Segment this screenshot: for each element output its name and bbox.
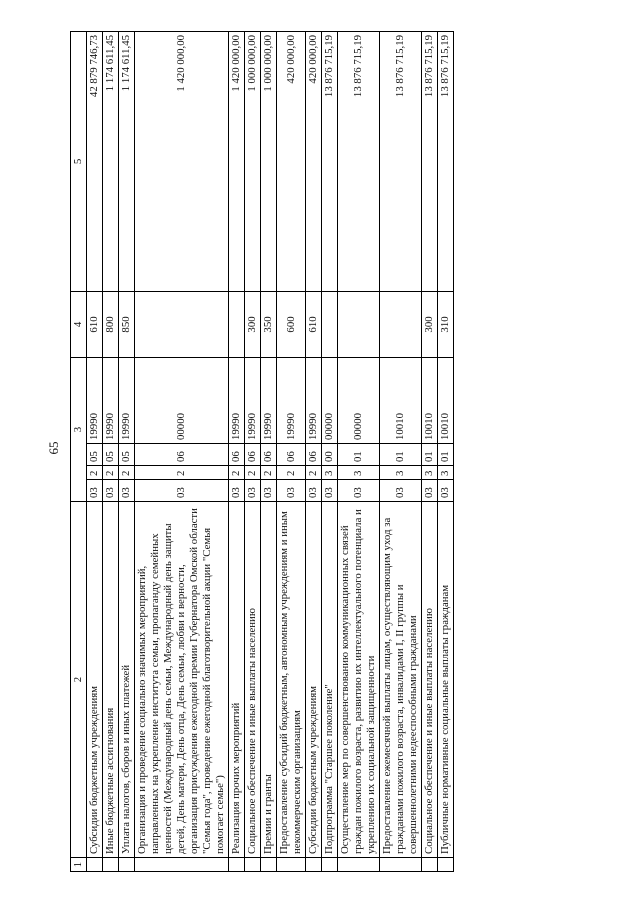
cell-blank — [438, 858, 454, 872]
code-event: 05 — [87, 444, 103, 466]
table-row — [119, 31, 135, 871]
code-program: 03 — [422, 480, 438, 502]
code-direction: 19990 — [87, 357, 103, 443]
code-subprogram: 2 — [261, 466, 277, 480]
code-direction: 19990 — [245, 357, 261, 443]
cell-blank — [422, 858, 438, 872]
cell-blank — [261, 858, 277, 872]
code-subprogram: 3 — [438, 466, 454, 480]
code-direction: 00000 — [322, 357, 338, 443]
amount: 1 174 611,45 — [103, 31, 119, 291]
code-subprogram: 2 — [306, 466, 322, 480]
expense-type-code: 610 — [87, 291, 103, 357]
code-subprogram: 3 — [422, 466, 438, 480]
code-direction: 00000 — [135, 357, 229, 443]
row-description: Социальное обеспечение и иные выплаты населению — [422, 502, 438, 858]
table-row — [277, 31, 306, 871]
code-event: 01 — [422, 444, 438, 466]
table-row — [380, 31, 422, 871]
cell-blank — [245, 858, 261, 872]
cell-blank — [338, 858, 380, 872]
code-direction: 19990 — [277, 357, 306, 443]
row-description: Подпрограмма "Старшее поколение" — [322, 502, 338, 858]
code-program: 03 — [306, 480, 322, 502]
code-event: 05 — [103, 444, 119, 466]
expense-type-code — [135, 291, 229, 357]
table-row — [338, 31, 380, 871]
code-direction: 19990 — [103, 357, 119, 443]
table-row — [322, 31, 338, 871]
code-event: 05 — [119, 444, 135, 466]
amount: 1 000 000,00 — [261, 31, 277, 291]
expense-type-code: 610 — [306, 291, 322, 357]
expense-type-code: 310 — [438, 291, 454, 357]
expense-type-code: 800 — [103, 291, 119, 357]
row-description: Премии и гранты — [261, 502, 277, 858]
header-col-2: 2 — [71, 502, 87, 858]
table-row — [261, 31, 277, 871]
expense-type-code: 600 — [277, 291, 306, 357]
page-number: 65 — [46, 441, 61, 455]
code-subprogram: 2 — [229, 466, 245, 480]
code-subprogram: 2 — [135, 466, 229, 480]
cell-blank — [380, 858, 422, 872]
amount: 1 000 000,00 — [245, 31, 261, 291]
code-subprogram: 3 — [380, 466, 422, 480]
expense-type-code: 850 — [119, 291, 135, 357]
code-direction: 19990 — [119, 357, 135, 443]
amount: 420 000,00 — [306, 31, 322, 291]
code-subprogram: 2 — [119, 466, 135, 480]
amount: 13 876 715,19 — [338, 31, 380, 291]
table-row — [245, 31, 261, 871]
cell-blank — [119, 858, 135, 872]
code-subprogram: 2 — [87, 466, 103, 480]
code-direction: 19990 — [306, 357, 322, 443]
cell-blank — [103, 858, 119, 872]
code-event: 06 — [229, 444, 245, 466]
row-description: Социальное обеспечение и иные выплаты населению — [245, 502, 261, 858]
header-col-3: 3 — [71, 357, 87, 501]
code-subprogram: 3 — [322, 466, 338, 480]
amount: 420 000,00 — [277, 31, 306, 291]
code-event: 01 — [338, 444, 380, 466]
code-subprogram: 2 — [103, 466, 119, 480]
code-program: 03 — [380, 480, 422, 502]
header-row — [71, 31, 87, 871]
table-row — [306, 31, 322, 871]
code-program: 03 — [103, 480, 119, 502]
code-direction: 10010 — [380, 357, 422, 443]
code-program: 03 — [277, 480, 306, 502]
cell-blank — [322, 858, 338, 872]
code-event: 01 — [438, 444, 454, 466]
row-description: Предоставление субсидий бюджетным, автономным учреждениям и иным некоммерческим организациям — [277, 502, 306, 858]
code-event: 06 — [245, 444, 261, 466]
table-row — [422, 31, 438, 871]
amount: 13 876 715,19 — [422, 31, 438, 291]
code-event: 01 — [380, 444, 422, 466]
cell-blank — [87, 858, 103, 872]
code-event: 06 — [277, 444, 306, 466]
expense-type-code: 300 — [422, 291, 438, 357]
expense-type-code: 300 — [245, 291, 261, 357]
amount: 1 420 000,00 — [229, 31, 245, 291]
row-description: Организация и проведение социально значимых мероприятий, направленных на укрепление института семьи, пропаганду семейных ценностей (Международный день семьи, Международный день защиты детей, День матери, День отца, День семьи, любви и верности, организация присуждения ежегодной премии Губернатора Омской области "Семья года", проведение ежегодной благотворительной акции "Семья помогает семье") — [135, 502, 229, 858]
amount: 42 879 746,73 — [87, 31, 103, 291]
row-description: Иные бюджетные ассигнования — [103, 502, 119, 858]
code-direction: 10010 — [438, 357, 454, 443]
table-row — [438, 31, 454, 871]
row-description: Публичные нормативные социальные выплаты гражданам — [438, 502, 454, 858]
code-event: 00 — [322, 444, 338, 466]
expense-type-code — [380, 291, 422, 357]
code-program: 03 — [119, 480, 135, 502]
table-row — [135, 31, 229, 871]
table-row — [103, 31, 119, 871]
code-program: 03 — [87, 480, 103, 502]
code-subprogram: 2 — [245, 466, 261, 480]
amount: 1 174 611,45 — [119, 31, 135, 291]
table-row — [229, 31, 245, 871]
code-direction: 10010 — [422, 357, 438, 443]
cell-blank — [277, 858, 306, 872]
row-description: Субсидии бюджетным учреждениям — [306, 502, 322, 858]
row-description: Субсидии бюджетным учреждениям — [87, 502, 103, 858]
table-row — [87, 31, 103, 871]
code-program: 03 — [135, 480, 229, 502]
expense-type-code: 350 — [261, 291, 277, 357]
cell-blank — [135, 858, 229, 872]
code-subprogram: 3 — [338, 466, 380, 480]
row-description: Уплата налогов, сборов и иных платежей — [119, 502, 135, 858]
code-direction: 19990 — [261, 357, 277, 443]
header-col-4: 4 — [71, 291, 87, 357]
rotated-table-wrapper — [70, 32, 560, 872]
row-description: Предоставление ежемесячной выплаты лицам, осуществляющим уход за гражданами пожилого возраста, инвалидами I, II группы и совершеннолетними недееспособными гражданами — [380, 502, 422, 858]
header-col-1: 1 — [71, 858, 87, 872]
expense-type-code — [338, 291, 380, 357]
code-program: 03 — [229, 480, 245, 502]
code-program: 03 — [338, 480, 380, 502]
code-program: 03 — [261, 480, 277, 502]
code-subprogram: 2 — [277, 466, 306, 480]
code-event: 06 — [306, 444, 322, 466]
row-description: Реализация прочих мероприятий — [229, 502, 245, 858]
header-col-5: 5 — [71, 31, 87, 291]
code-program: 03 — [322, 480, 338, 502]
code-direction: 00000 — [338, 357, 380, 443]
amount: 13 876 715,19 — [322, 31, 338, 291]
amount: 1 420 000,00 — [135, 31, 229, 291]
code-direction: 19990 — [229, 357, 245, 443]
code-event: 06 — [135, 444, 229, 466]
code-program: 03 — [245, 480, 261, 502]
budget-table — [70, 31, 454, 872]
row-description: Осуществление мер по совершенствованию коммуникационных связей граждан пожилого возраста, развитию их интеллектуального потенциала и укреплению их социальной защищенности — [338, 502, 380, 858]
cell-blank — [229, 858, 245, 872]
expense-type-code — [229, 291, 245, 357]
expense-type-code — [322, 291, 338, 357]
cell-blank — [306, 858, 322, 872]
amount: 13 876 715,19 — [380, 31, 422, 291]
code-program: 03 — [438, 480, 454, 502]
code-event: 06 — [261, 444, 277, 466]
amount: 13 876 715,19 — [438, 31, 454, 291]
